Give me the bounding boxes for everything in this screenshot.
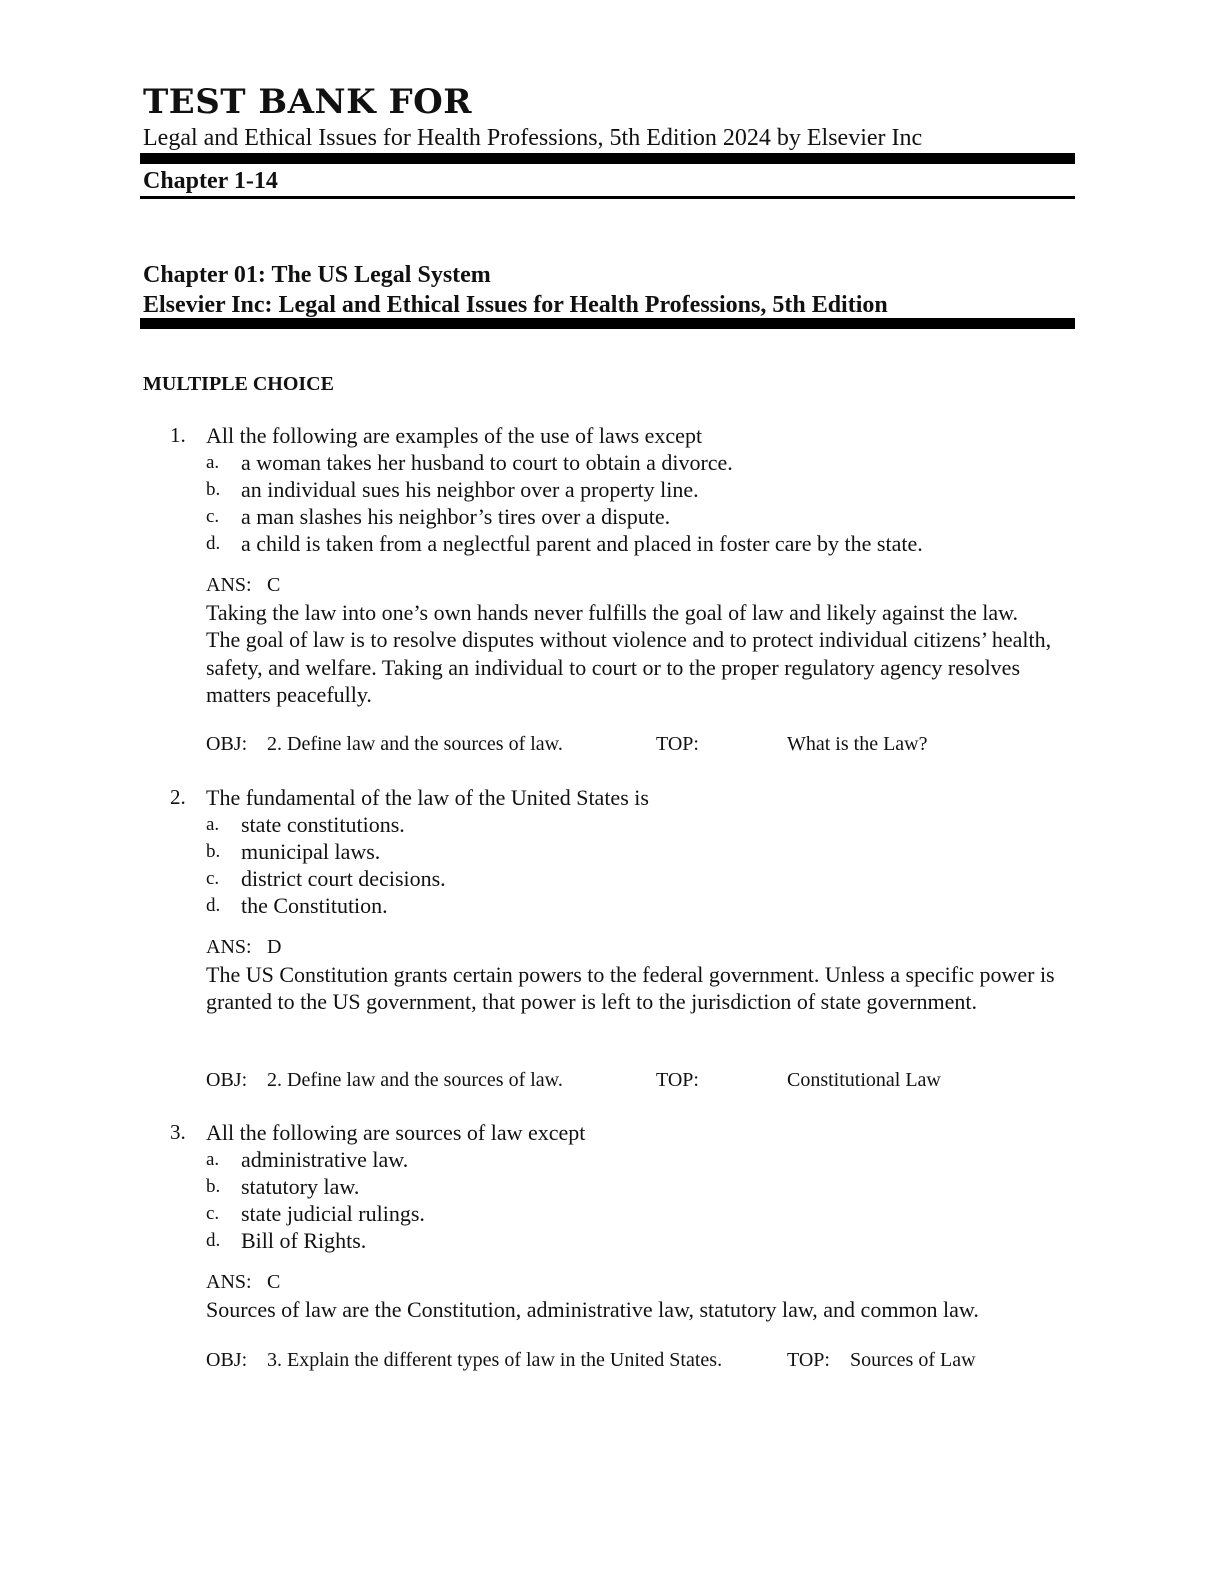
option-letter: a. [206, 452, 220, 473]
answer-value: C [267, 1271, 281, 1293]
answer-rationale: Taking the law into one’s own hands never fulfills the goal of law and likely against the law. The goal of law is to resolve disputes without violence and to protect individual citizens’ health, safety, and welfare. Taking an individual to court or to the proper regulatory agency resolves matters peacefully. [206, 600, 1052, 707]
option-letter: d. [206, 533, 221, 554]
topic-text: What is the Law? [787, 733, 928, 755]
option-letter: a. [206, 1149, 220, 1170]
answer-value: C [267, 574, 281, 596]
topic-label: TOP: [656, 733, 699, 755]
objective-text: 2. Define law and the sources of law. [267, 733, 563, 755]
option-text: Bill of Rights. [241, 1228, 367, 1253]
chapter-range: Chapter 1-14 [143, 168, 278, 194]
option-letter: c. [206, 868, 220, 889]
objective-label: OBJ: [206, 1349, 248, 1371]
option-text: district court decisions. [241, 866, 446, 891]
option-text: state judicial rulings. [241, 1201, 425, 1226]
option-text: the Constitution. [241, 893, 388, 918]
answer-rationale: The US Constitution grants certain powers to the federal government. Unless a specific power is granted to the US government, that power is left to the jurisdiction of state government. [206, 962, 1055, 1015]
question-number: 2. [170, 785, 186, 809]
option-letter: c. [206, 506, 220, 527]
question-1 [0, 422, 1224, 762]
question-number: 3. [170, 1120, 186, 1144]
topic-label: TOP: [656, 1069, 699, 1091]
test-bank-title: TEST BANK FOR [143, 82, 473, 122]
option-letter: a. [206, 814, 220, 835]
header-divider-thick [140, 153, 1075, 164]
option-text: statutory law. [241, 1174, 360, 1199]
option-letter: b. [206, 841, 221, 862]
question-3 [0, 1119, 1224, 1389]
question-2 [0, 784, 1224, 1104]
option-text: an individual sues his neighbor over a property line. [241, 477, 699, 502]
option-text: municipal laws. [241, 839, 381, 864]
answer-rationale: Sources of law are the Constitution, administrative law, statutory law, and common law. [206, 1297, 979, 1322]
objective-label: OBJ: [206, 733, 248, 755]
option-text: state constitutions. [241, 812, 405, 837]
option-letter: d. [206, 895, 221, 916]
answer-label: ANS: [206, 574, 252, 596]
objective-text: 2. Define law and the sources of law. [267, 1069, 563, 1091]
objective-text: 3. Explain the different types of law in the United States. [267, 1349, 723, 1371]
header-divider-thin [140, 196, 1075, 199]
question-stem: The fundamental of the law of the United States is [206, 785, 649, 810]
option-letter: b. [206, 479, 221, 500]
answer-label: ANS: [206, 936, 252, 958]
chapter-divider [140, 318, 1075, 329]
section-heading: MULTIPLE CHOICE [143, 373, 334, 395]
book-subtitle: Legal and Ethical Issues for Health Professions, 5th Edition 2024 by Elsevier Inc [143, 125, 923, 151]
option-letter: c. [206, 1203, 220, 1224]
answer-value: D [267, 936, 282, 958]
question-stem: All the following are sources of law except [206, 1120, 586, 1145]
option-text: administrative law. [241, 1147, 409, 1172]
question-number: 1. [170, 423, 186, 447]
option-text: a woman takes her husband to court to obtain a divorce. [241, 450, 733, 475]
answer-label: ANS: [206, 1271, 252, 1293]
chapter-book-line: Elsevier Inc: Legal and Ethical Issues for Health Professions, 5th Edition [143, 292, 888, 318]
chapter-title: Chapter 01: The US Legal System [143, 262, 491, 288]
topic-label: TOP: [787, 1349, 830, 1371]
option-text: a man slashes his neighbor’s tires over a dispute. [241, 504, 671, 529]
question-stem: All the following are examples of the use of laws except [206, 423, 703, 448]
objective-label: OBJ: [206, 1069, 248, 1091]
option-letter: d. [206, 1230, 221, 1251]
option-letter: b. [206, 1176, 221, 1197]
option-text: a child is taken from a neglectful parent and placed in foster care by the state. [241, 531, 923, 556]
topic-text: Sources of Law [850, 1349, 976, 1371]
topic-text: Constitutional Law [787, 1069, 941, 1091]
